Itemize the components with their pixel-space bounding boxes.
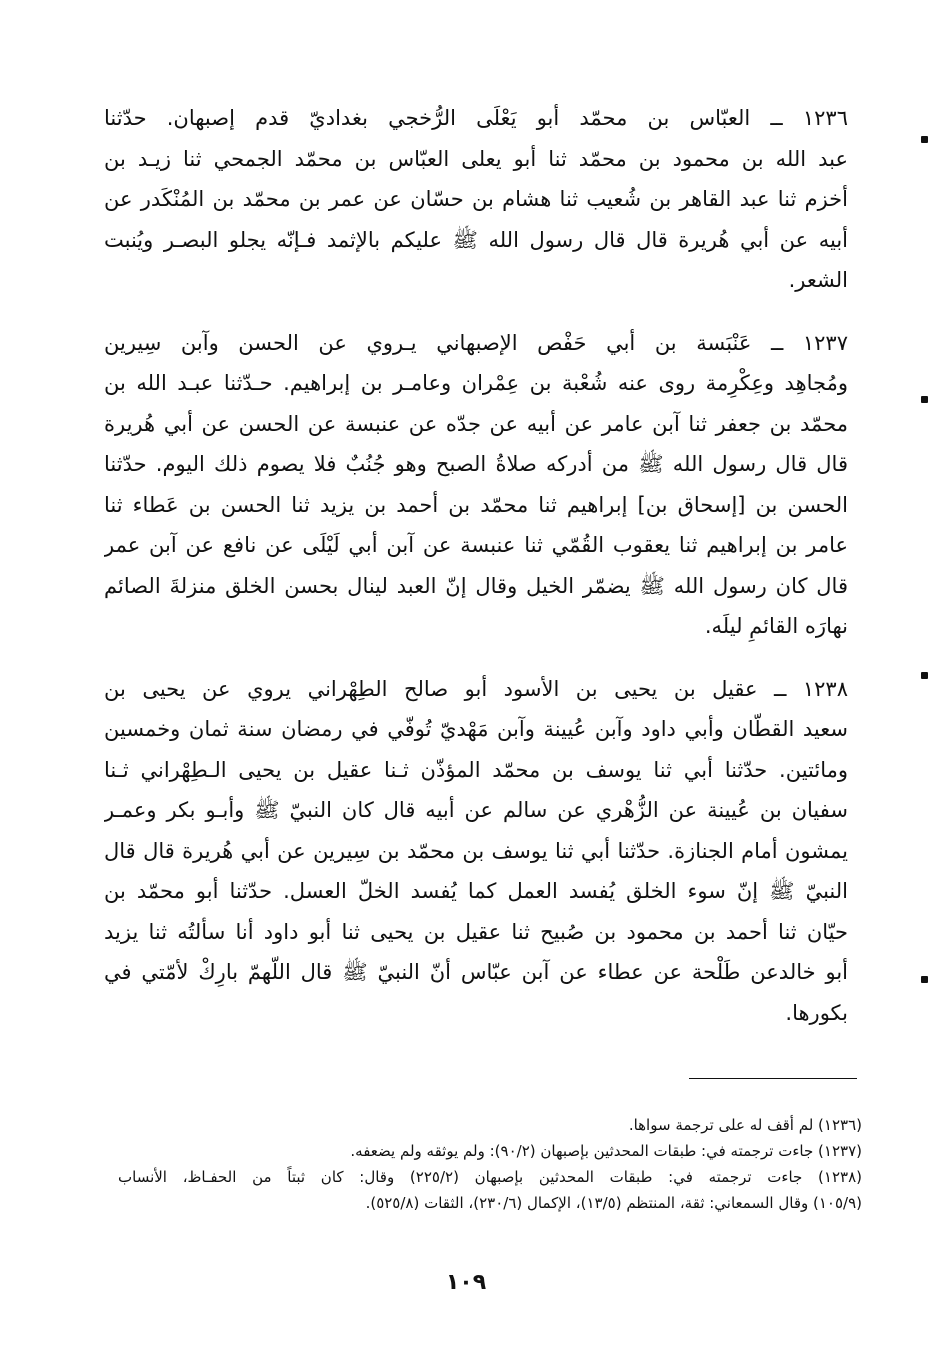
text-line: قال قال رسول الله ﷺ من أدركه صلاةُ الصبح وهو جُنُبٌ فلا يصوم ذلك اليوم. حدّثنا <box>104 452 848 476</box>
text-line: أبيه عن أبي هُريرة قال قال رسول الله ﷺ عليكم بالإثمد فـإنّه يجلو البصـر ويُنبت <box>104 227 848 252</box>
entry-1237 <box>104 323 848 647</box>
text-line: حيّان ثنا أحمد بن محمود بن صُبيح ثنا عقيل بن يحيى ثنا أبو داود أنا سألتُه ثنا يزيد <box>104 919 848 944</box>
text-line: عبد الله بن محمود بن محمّد ثنا أبو يعلى العبّاس بن محمّد الجمحي ثنا زيـد بن <box>104 146 848 171</box>
text-line: النبيّ ﷺ إنّ سوء الخلق يُفسد العمل كما يُفسد الخلّ العسل. حدّثنا أبو محمّد بن <box>104 879 848 903</box>
text-line: قال كان رسول الله ﷺ يضمّر الخيل وقال إنّ العبد لينال بحسن الخلق منزلةَ الصائم <box>104 573 848 598</box>
footnote-1237: (١٢٣٧) جاءت ترجمته في: طبقات المحدثين بإصبهان (٩٠/٢): ولم يوثقه ولم يضعفه. <box>350 1142 862 1160</box>
entry-1238 <box>104 669 848 1034</box>
text-line: أخزم ثنا عبد القاهر بن شُعيب ثنا هشام بن حسّان عن عمر بن محمّد بن المُنْكَدر عن <box>104 187 848 211</box>
footnote-1238: (١٢٣٨) جاءت ترجمته في: طبقات المحدثين بإصبهان (٢٢٥/٢) وقال: كان ثبتاً من الحفـاظ، الأنساب <box>118 1168 862 1186</box>
text-line: ١٢٣٦ ــ العبّاس بن محمّد أبو يَعْلَى الرُّخجي بغداديّ قدم إصبهان. حدّثنا <box>104 106 848 130</box>
footnote-separator <box>689 1078 857 1079</box>
text-line: ١٢٣٨ ــ عقيل بن يحيى بن الأسود أبو صالح الطِهْراني يروي عن يحيى بن <box>104 676 848 701</box>
footnote-1236: (١٢٣٦) لم أقف له على ترجمة سواها. <box>628 1116 862 1134</box>
entry-1236 <box>104 98 848 301</box>
text-line: نهارَه القائمِ ليلَه. <box>704 614 848 638</box>
scan-margin-mark <box>921 136 928 143</box>
text-line: سعيد القطّان وأبي داود وآبن عُيينة وآبن مَهْديّ تُوفّي في رمضان سنة ثمان وخمسين <box>104 717 848 741</box>
footnote-1238-continued: (١٠٥/٩) وقال السمعاني: ثقة، المنتظم (١٣/٥)، الإكمال (٢٣٠/٦)، الثقات (٥٢٥/٨). <box>365 1194 862 1212</box>
text-line: أبو خالدعن طَلْحة عن عطاء عن آبن عبّاس أنّ النبيّ ﷺ قال اللّهمّ بارِكْ لأمّتي في <box>104 960 848 984</box>
scan-margin-mark <box>921 396 928 403</box>
text-line: الشعر. <box>788 268 848 292</box>
text-line: يمشون أمام الجنازة. حدّثنا أبي ثنا يوسف بن محمّد بن سِيرين عن أبي هُريرة قال قال <box>104 838 848 863</box>
text-line: ومائتين. حدّثنا أبي ثنا يوسف بن محمّد المؤذّن ثـنا عقيل بن يحيى الـطِهْراني ثـنا <box>104 757 848 782</box>
text-line: محمّد بن جعفر ثنا آبن عامر عن أبيه عن جدّه عن عنبسة عن الحسن عن أبي هُريرة <box>104 411 848 436</box>
scan-margin-mark <box>921 672 928 679</box>
text-line: الحسن بن [إسحاق بن] إبراهيم ثنا محمّد بن أحمد بن يزيد ثنا الحسن بن عَطاء ثنا <box>104 492 848 517</box>
text-line: بكورها. <box>785 1000 848 1025</box>
text-line: عامر بن إبراهيم ثنا يعقوب القُمّي ثنا عنبسة عن آبن أبي لَيْلَى عن نافع عن آبن عمر <box>104 533 848 557</box>
text-line: ومُجاهِد وعِكْرِمة روى عنه شُعْبة بن عِمْران وعامـر بن إبراهيم. حـدّثنا عبـد الله بن <box>104 371 848 395</box>
main-text <box>104 98 848 1055</box>
text-line: ١٢٣٧ ــ عَنْبَسة بن أبي حَفْص الإصبهاني يـروي عن الحسن وآبن سِيرين <box>104 330 848 355</box>
page-number: ١٠٩ <box>445 1270 487 1295</box>
text-line: سفيان بن عُيينة عن الزُّهْري عن سالم عن أبيه قال كان النبيّ ﷺ وأبـو بكر وعمـر <box>104 798 848 822</box>
footnotes <box>118 1112 862 1216</box>
scan-margin-mark <box>921 976 928 983</box>
